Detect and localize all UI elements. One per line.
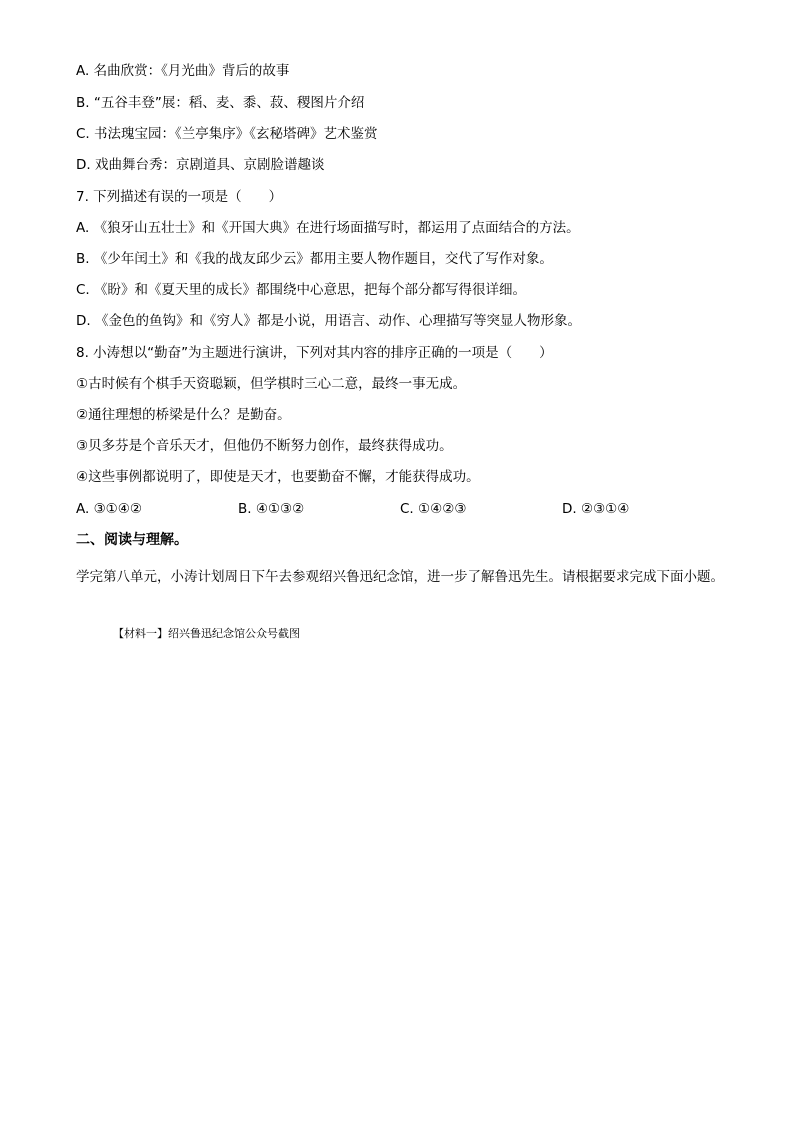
q6-option-c: C. 书法瑰宝园：《兰亭集序》《玄秘塔碑》艺术鉴赏 xyxy=(76,126,378,142)
section-title: 二、阅读与理解。 xyxy=(76,532,188,548)
question-7-stem: 7. 下列描述有误的一项是（ ） xyxy=(76,189,283,205)
question-8-stem: 8. 小涛想以“勤奋”为主题进行演讲，下列对其内容的排序正确的一项是（ ） xyxy=(76,345,553,361)
q8-option-c: C. ①④②③ xyxy=(400,501,467,517)
q6-option-a: A. 名曲欣赏：《月光曲》背后的故事 xyxy=(76,63,290,79)
q8-options xyxy=(76,500,736,518)
q8-sentence-2: ②通往理想的桥梁是什么？是勤奋。 xyxy=(76,407,291,423)
q8-option-b: B. ④①③② xyxy=(238,501,305,517)
q6-option-b: B. “五谷丰登”展：稻、麦、黍、菽、稷图片介绍 xyxy=(76,95,365,111)
q8-option-a: A. ③①④② xyxy=(76,501,142,517)
material-caption: 【材料一】绍兴鲁迅纪念馆公众号截图 xyxy=(113,627,300,640)
reading-intro: 学完第八单元，小涛计划周日下午去参观绍兴鲁迅纪念馆，进一步了解鲁迅先生。请根据要求完成下面小题。 xyxy=(76,569,724,585)
q6-option-d: D. 戏曲舞台秀：京剧道具、京剧脸谱趣谈 xyxy=(76,157,325,173)
q8-sentence-4: ④这些事例都说明了，即使是天才，也要勤奋不懈，才能获得成功。 xyxy=(76,469,480,485)
q7-option-a: A. 《狼牙山五壮士》和《开国大典》在进行场面描写时，都运用了点面结合的方法。 xyxy=(76,220,580,236)
q7-option-d: D. 《金色的鱼钩》和《穷人》都是小说，用语言、动作、心理描写等突显人物形象。 xyxy=(76,313,581,329)
q8-option-d: D. ②③①④ xyxy=(562,501,630,517)
q7-option-c: C. 《盼》和《夏天里的成长》都围绕中心意思，把每个部分都写得很详细。 xyxy=(76,282,527,298)
q8-sentence-3: ③贝多芬是个音乐天才，但他仍不断努力创作，最终获得成功。 xyxy=(76,438,453,454)
q7-option-b: B. 《少年闰土》和《我的战友邱少云》都用主要人物作题目，交代了写作对象。 xyxy=(76,251,553,267)
q8-sentence-1: ①古时候有个棋手天资聪颖，但学棋时三心二意，最终一事无成。 xyxy=(76,376,467,392)
